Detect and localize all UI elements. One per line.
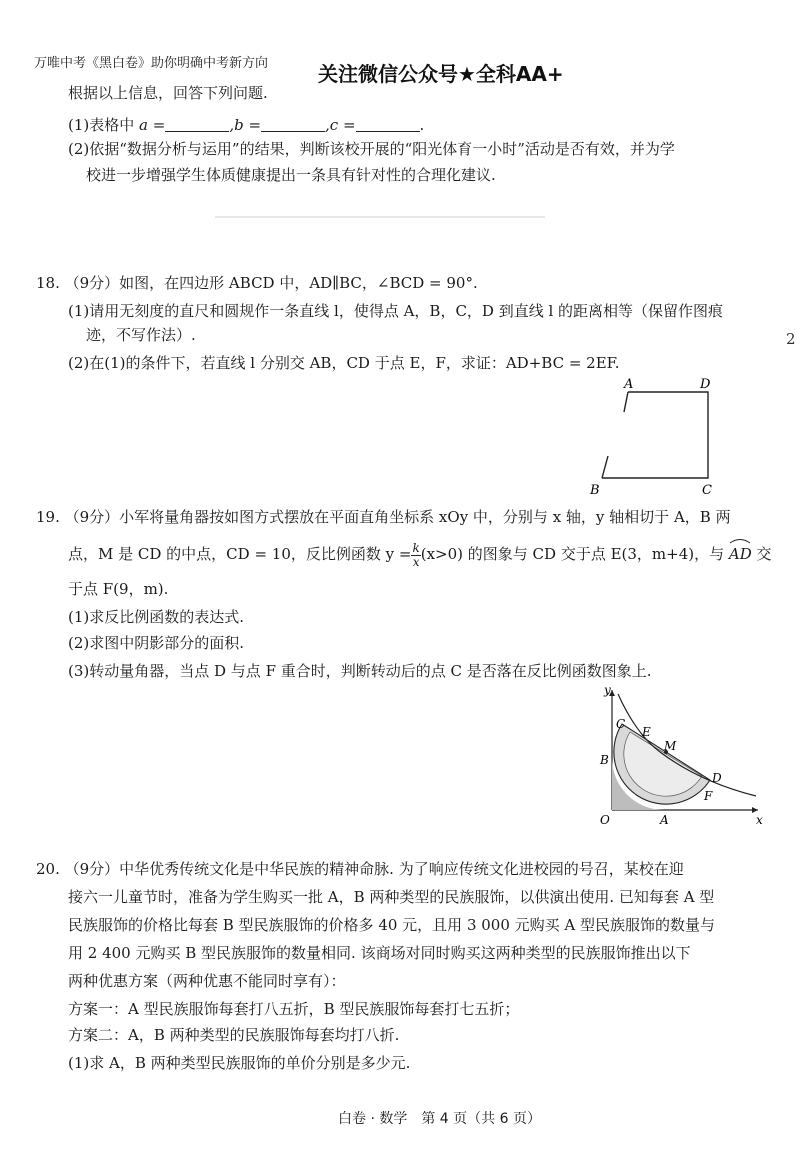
q18-part1-line1: (1)请用无刻度的直尺和圆规作一条直线 l，使得点 A，B，C，D 到直线 l 的距离相等（保留作图痕 <box>68 302 724 320</box>
q19-stem-line2-c: 交 <box>756 545 772 564</box>
q17-c-label: ,c = <box>325 116 356 134</box>
q19-stem-line2 <box>68 542 772 568</box>
q17-a-label: a = <box>139 116 166 134</box>
arc-ad-label: AD <box>728 545 752 564</box>
side-ab-top <box>624 392 628 412</box>
q17-intro: 根据以上信息，回答下列问题. <box>68 84 268 102</box>
q17-b-label: ,b = <box>229 116 262 134</box>
label-y: y <box>604 684 611 697</box>
q19-protractor-figure <box>590 684 770 830</box>
q19-part1: (1)求反比例函数的表达式. <box>68 608 245 626</box>
page-footer: 白卷 · 数学 第 4 页（共 6 页） <box>338 1111 541 1127</box>
label-o: O <box>600 813 610 827</box>
q19-stem-line2-a: 点，M 是 CD 的中点，CD = 10，反比例函数 y = <box>68 545 412 564</box>
fraction-denominator: x <box>412 554 420 569</box>
blank-b[interactable] <box>261 130 325 132</box>
label-d: D <box>700 377 711 392</box>
q18-stem: 18. （9分）如图，在四边形 ABCD 中，AD∥BC，∠BCD = 90°. <box>36 274 478 292</box>
q18-quadrilateral-figure <box>580 374 730 500</box>
label-x: x <box>756 813 763 827</box>
q18-part2: (2)在(1)的条件下，若直线 l 分别交 AB，CD 于点 E，F，求证：AD+BC = 2EF. <box>68 354 620 372</box>
q17-part2-line2: 校进一步增强学生体质健康提出一条具有针对性的合理化建议. <box>86 166 496 184</box>
q20-stem-line4: 用 2 400 元购买 B 型民族服饰的数量相同. 该商场对同时购买这两种类型的民族服饰推出以下 <box>68 944 691 962</box>
q18-part1-line2: 迹，不写作法）. <box>86 326 196 344</box>
q20-plan1: 方案一：A 型民族服饰每套打八五折，B 型民族服饰每套打七五折； <box>68 1000 520 1018</box>
arc-ad <box>729 544 752 565</box>
blank-c[interactable] <box>356 130 420 132</box>
q20-stem-line1: 20. （9分）中华优秀传统文化是中华民族的精神命脉. 为了响应传统文化进校园的号召，某校在迎 <box>36 860 684 878</box>
label-d: D <box>712 771 722 785</box>
label-a: A <box>660 813 669 827</box>
q19-part3: (3)转动量角器，当点 D 与点 F 重合时，判断转动后的点 C 是否落在反比例函数图象上. <box>68 662 652 680</box>
label-f: F <box>704 789 713 803</box>
side-ab-bottom <box>602 456 608 478</box>
label-e: E <box>642 725 651 739</box>
quad-sides <box>602 392 708 478</box>
q17-part1 <box>68 118 424 133</box>
label-b: B <box>590 483 600 498</box>
q20-stem-line5: 两种优惠方案（两种优惠不能同时享有）： <box>68 972 346 990</box>
q19-part2: (2)求图中阴影部分的面积. <box>68 634 245 652</box>
q20-part1: (1)求 A，B 两种类型民族服饰的单价分别是多少元. <box>68 1054 411 1072</box>
label-m: M <box>664 739 677 753</box>
q17-part2-line1: (2)依据“数据分析与运用”的结果，判断该校开展的“阳光体育一小时”活动是否有效，并为学 <box>68 140 675 158</box>
q17-part1-end: . <box>419 116 425 134</box>
fraction-numerator: k <box>412 541 420 555</box>
label-b: B <box>600 753 609 767</box>
blank-a[interactable] <box>165 130 229 132</box>
q20-stem-line2: 接六一儿童节时，准备为学生购买一批 A，B 两种类型的民族服饰，以供演出使用. 已知每套 A 型 <box>68 888 715 906</box>
label-c: C <box>702 483 712 498</box>
q20-plan2: 方案二：A，B 两种类型的民族服饰每套均打八折. <box>68 1026 400 1044</box>
scan-smudge <box>215 216 545 218</box>
arc-symbol <box>729 538 751 544</box>
q19-stem-line1: 19. （9分）小军将量角器按如图方式摆放在平面直角坐标系 xOy 中，分别与 x 轴，y 轴相切于 A，B 两 <box>36 508 731 526</box>
q19-stem-line3: 于点 F(9，m). <box>68 580 169 598</box>
fraction-k-over-x <box>411 542 420 568</box>
q20-stem-line3: 民族服饰的价格比每套 B 型民族服饰的价格多 40 元，且用 3 000 元购买 A 型民族服饰的数量与 <box>68 916 716 934</box>
q17-part1-label: (1)表格中 <box>68 116 135 134</box>
header-promo-right: 关注微信公众号★全科AA+ <box>318 62 564 86</box>
margin-mark: 2 <box>786 330 796 348</box>
label-a: A <box>624 377 634 392</box>
label-c: C <box>616 717 626 731</box>
q19-stem-line2-b: (x>0) 的图象与 CD 交于点 E(3，m+4)，与 <box>420 545 725 564</box>
header-promo-left: 万唯中考《黑白卷》助你明确中考新方向 <box>34 56 269 71</box>
